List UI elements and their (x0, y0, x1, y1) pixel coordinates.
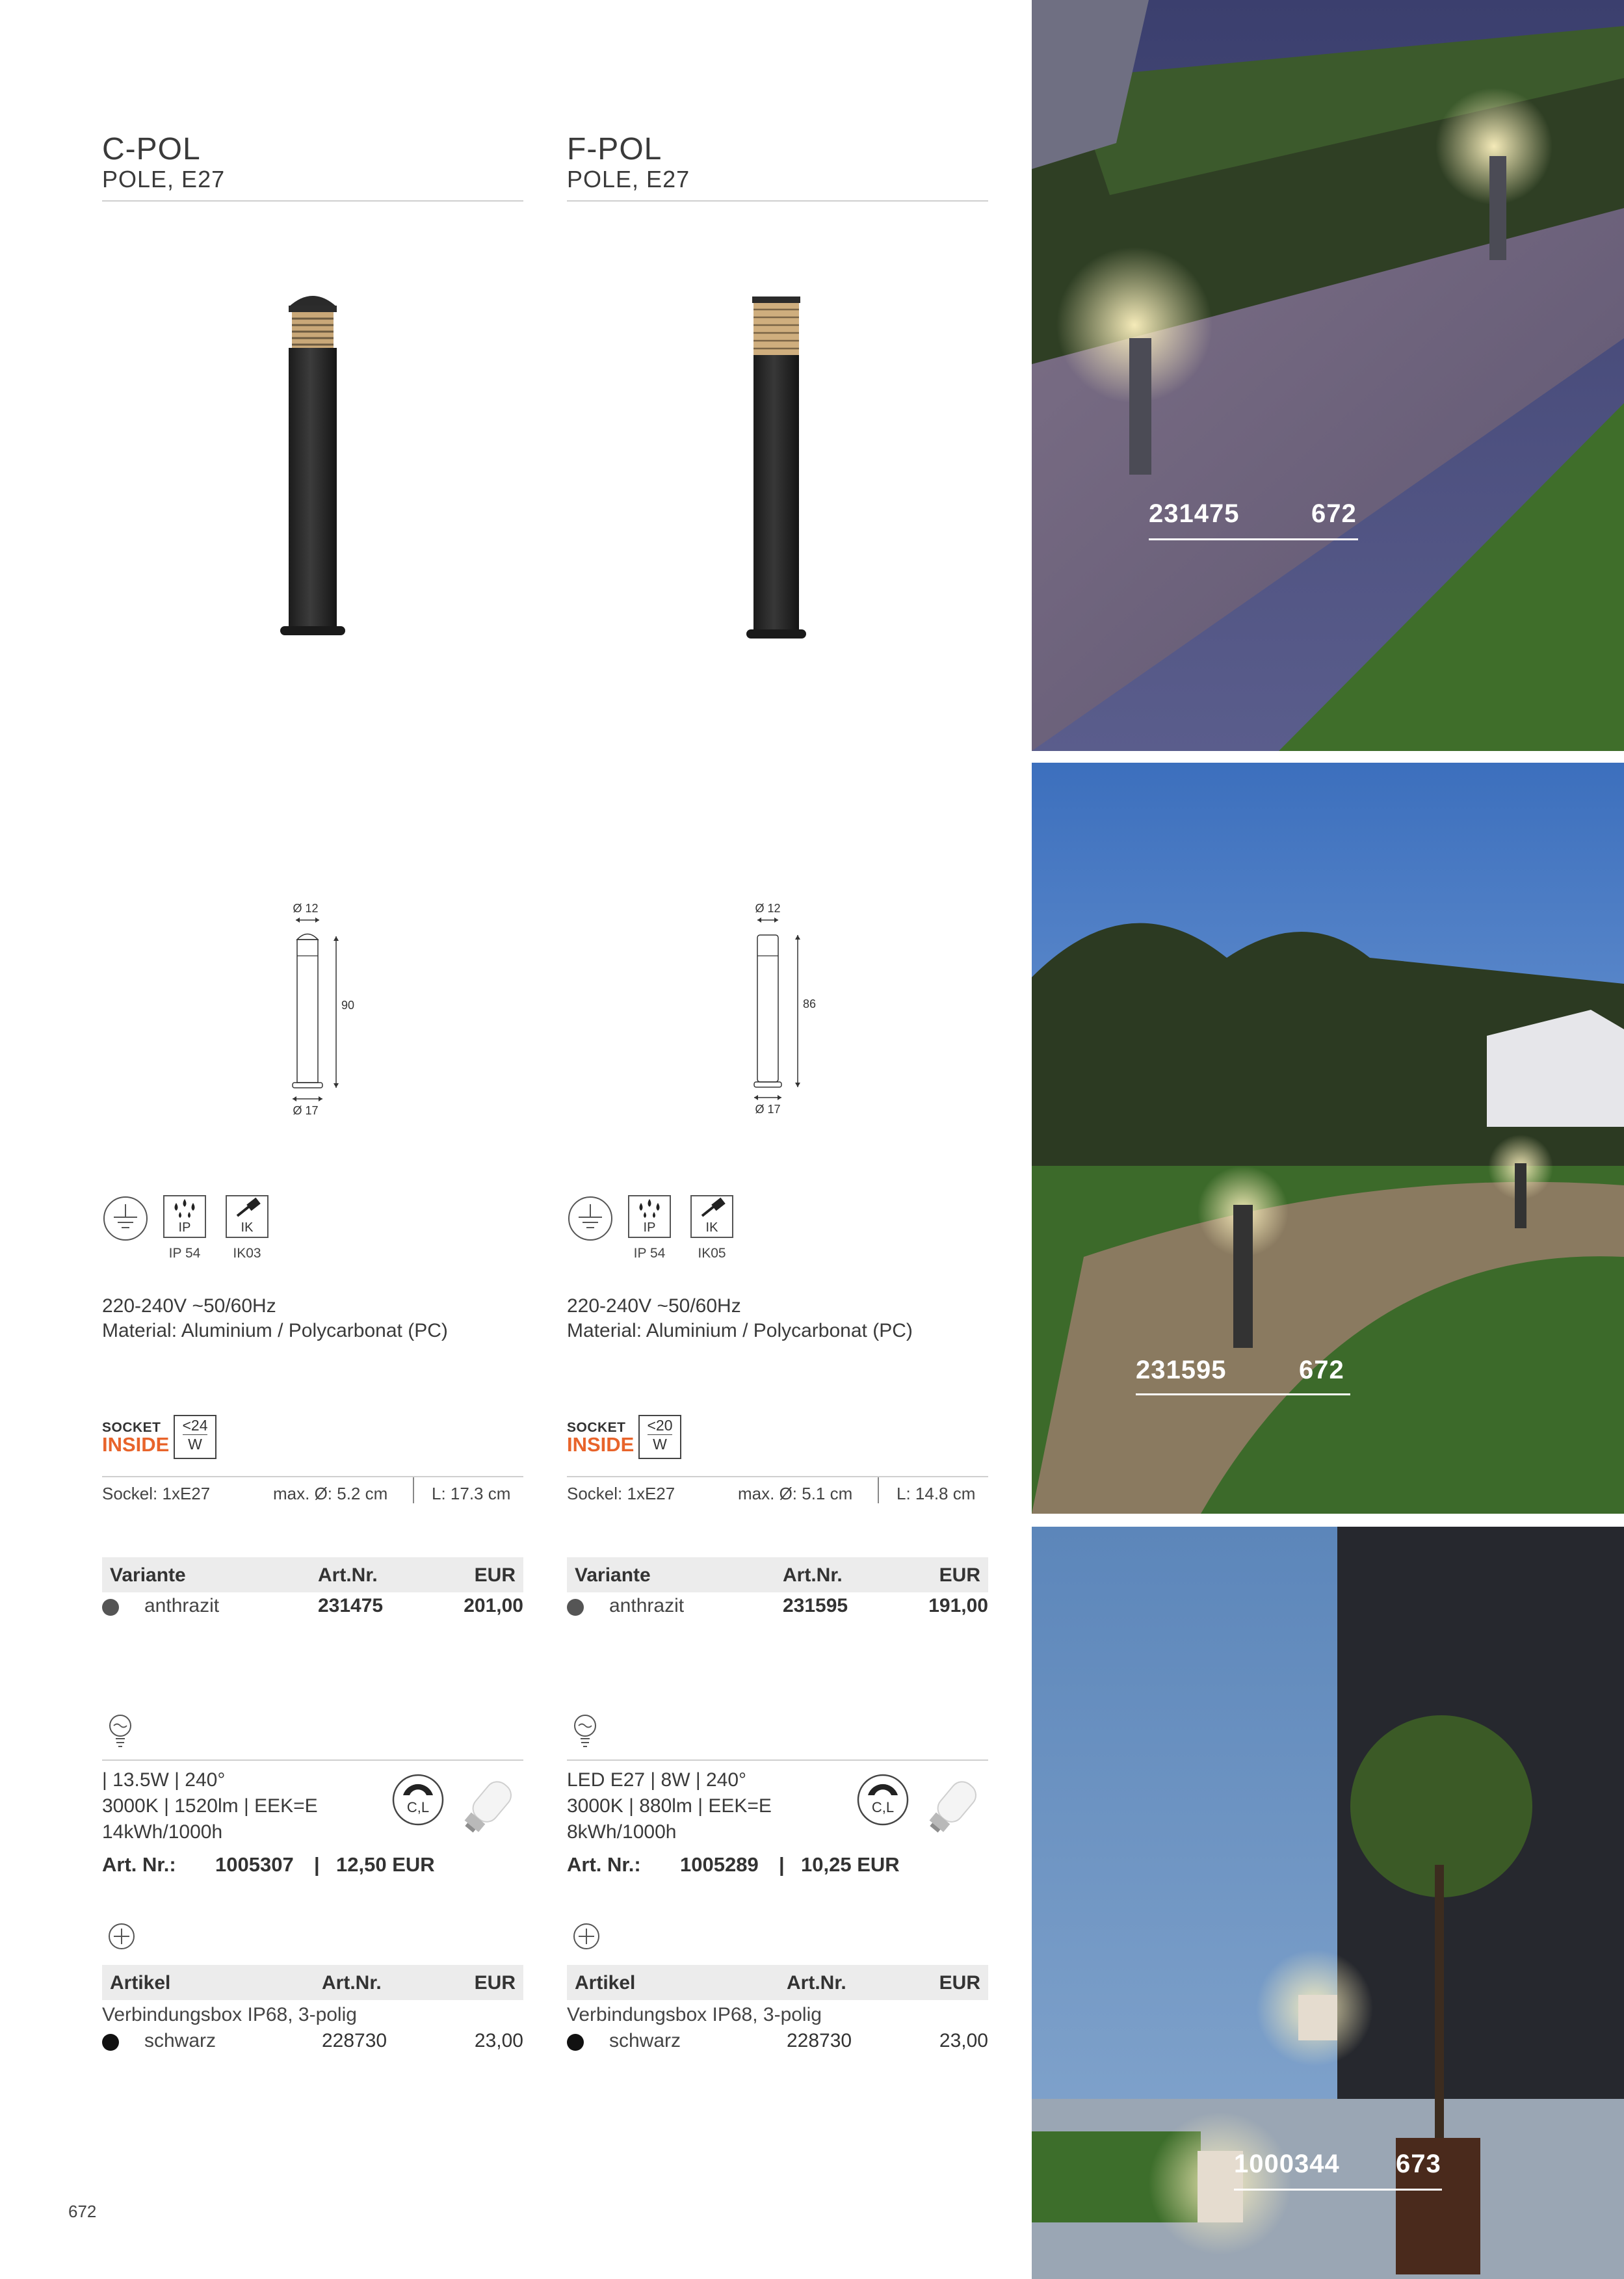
bulb-spec-line: 14kWh/1000h (102, 1821, 223, 1843)
certification-icons (102, 1195, 523, 1260)
bulb-price: 12,50 EUR (336, 1853, 435, 1876)
photo-caption-rule (1149, 538, 1358, 540)
dimension-bottom-label: Ø 17 (293, 1104, 319, 1117)
voltage-line: 220-240V ~50/60Hz (567, 1295, 741, 1317)
variant-table-header (567, 1557, 988, 1592)
photo-caption-rule (1136, 1393, 1350, 1395)
bulb-rule (567, 1759, 988, 1761)
header-eur: EUR (939, 1564, 980, 1586)
bulb-art-nr: 1005289 (680, 1853, 759, 1876)
color-swatch (567, 2034, 584, 2051)
protection-class-icon (102, 1195, 149, 1242)
dimension-drawing (567, 891, 988, 1125)
hammer-icon (227, 1196, 267, 1222)
max-diameter: max. Ø: 5.1 cm (738, 1484, 853, 1503)
bulb-spec-line: 8kWh/1000h (567, 1821, 677, 1843)
photo-page-ref: 673 (1396, 2150, 1441, 2178)
bulb-icon (571, 1714, 599, 1749)
color-swatch (102, 1599, 119, 1616)
bulb-spec-line: 3000K | 880lm | EEK=E (567, 1795, 772, 1817)
accessory-table-header (102, 1965, 523, 2000)
art-nr-separator: | (314, 1853, 320, 1876)
product-subtitle: POLE, E27 (102, 166, 226, 192)
hammer-icon (692, 1196, 732, 1222)
accessory-row[interactable] (102, 2030, 523, 2056)
variant-row[interactable] (567, 1595, 988, 1621)
bulb-icon (106, 1714, 135, 1749)
svg-text:C,L: C,L (871, 1799, 895, 1815)
variant-row[interactable] (102, 1595, 523, 1621)
lamp-length: L: 14.8 cm (897, 1484, 976, 1503)
socket-separator (413, 1477, 414, 1503)
header-variante: Variante (575, 1564, 651, 1586)
socket-inside-badge: SOCKET INSIDE <20 W (567, 1415, 710, 1460)
voltage-line: 220-240V ~50/60Hz (102, 1295, 276, 1317)
header-eur: EUR (939, 1972, 980, 1994)
water-drops-icon (629, 1196, 670, 1222)
header-eur: EUR (474, 1564, 516, 1586)
title-divider (567, 200, 988, 202)
accessory-table-header (567, 1965, 988, 2000)
header-artikel: Artikel (575, 1972, 636, 1994)
max-wattage-box: <20 W (638, 1415, 681, 1459)
dimension-height-label: 86 (803, 997, 817, 1010)
plus-icon (572, 1922, 601, 1951)
max-wattage-box: <24 W (174, 1415, 216, 1459)
accessory-color: schwarz (609, 2030, 681, 2051)
dimmable-icon (856, 1773, 910, 1826)
dimension-drawing (102, 891, 523, 1125)
ip-icon: IP (163, 1195, 206, 1238)
photo-page-ref: 672 (1299, 1356, 1344, 1384)
product-image-c-pol (102, 273, 523, 767)
photo-art-nr: 1000344 (1234, 2150, 1340, 2178)
photo-garden-path (1032, 0, 1624, 751)
photo-art-nr: 231595 (1136, 1356, 1227, 1384)
sockel-type: Sockel: 1xE27 (567, 1484, 675, 1503)
color-swatch (102, 2034, 119, 2051)
material-line: Material: Aluminium / Polycarbonat (PC) (102, 1320, 448, 1341)
lamp-length: L: 17.3 cm (432, 1484, 511, 1503)
ik-icon: IK (226, 1195, 268, 1238)
bulb-rule (102, 1759, 523, 1761)
art-nr-label: Art. Nr.: (567, 1853, 641, 1876)
water-drops-icon (164, 1196, 205, 1222)
product-title: F-POL (567, 132, 662, 166)
accessory-row[interactable] (567, 2030, 988, 2056)
variant-price: 191,00 (928, 1595, 988, 1616)
product-column-f-pol (567, 0, 988, 2279)
variant-name: anthrazit (609, 1595, 685, 1616)
bulb-spec-line: 3000K | 1520lm | EEK=E (102, 1795, 318, 1817)
garden-dusk-image (1032, 763, 1624, 1514)
accessory-name: Verbindungsbox IP68, 3-polig (567, 2004, 822, 2025)
product-column-c-pol (102, 0, 523, 2279)
photo-art-nr: 231475 (1149, 499, 1240, 528)
header-eur: EUR (474, 1972, 516, 1994)
header-artikel: Artikel (110, 1972, 171, 1994)
variant-price: 201,00 (464, 1595, 523, 1616)
ip-rating: IP 54 (633, 1246, 666, 1261)
electrical-specs (567, 1294, 913, 1343)
bulb-spec-line: LED E27 | 8W | 240° (567, 1769, 747, 1791)
photo-page-ref: 672 (1311, 499, 1357, 528)
title-divider (102, 200, 523, 202)
ik-rating: IK05 (698, 1246, 726, 1261)
product-title: C-POL (102, 132, 201, 166)
bulb-art-nr: 1005307 (215, 1853, 294, 1876)
material-line: Material: Aluminium / Polycarbonat (PC) (567, 1320, 913, 1341)
bulb-spec-line: | 13.5W | 240° (102, 1769, 226, 1791)
plus-icon (107, 1922, 136, 1951)
ip-rating: IP 54 (168, 1246, 201, 1261)
max-diameter: max. Ø: 5.2 cm (273, 1484, 388, 1503)
socket-info-row (567, 1484, 988, 1507)
accessory-name: Verbindungsbox IP68, 3-polig (102, 2004, 357, 2025)
accessory-color: schwarz (144, 2030, 216, 2051)
dimmable-icon (391, 1773, 445, 1826)
electrical-specs (102, 1294, 448, 1343)
accessory-art-nr: 228730 (322, 2030, 387, 2051)
socket-rule (567, 1476, 988, 1477)
photo-caption-rule (1234, 2189, 1442, 2191)
garden-path-image (1032, 0, 1624, 751)
socket-info-row (102, 1484, 523, 1507)
art-nr-label: Art. Nr.: (102, 1853, 176, 1876)
bulb-product-image (918, 1774, 988, 1839)
certification-icons (567, 1195, 988, 1260)
dimension-bottom-label: Ø 17 (755, 1103, 781, 1116)
ik-rating: IK03 (233, 1246, 261, 1261)
header-art-nr: Art.Nr. (783, 1564, 843, 1586)
bulb-specs (102, 1767, 318, 1845)
bulb-price: 10,25 EUR (801, 1853, 900, 1876)
dimension-height-label: 90 (341, 999, 355, 1012)
socket-rule (102, 1476, 523, 1477)
product-subtitle: POLE, E27 (567, 166, 690, 192)
art-nr-separator: | (779, 1853, 785, 1876)
bulb-product-image (453, 1774, 523, 1839)
photo-entrance (1032, 1527, 1624, 2279)
accessory-price: 23,00 (474, 2030, 523, 2051)
svg-text:C,L: C,L (406, 1799, 430, 1815)
variant-name: anthrazit (144, 1595, 220, 1616)
variant-table-header (102, 1557, 523, 1592)
photo-garden-dusk (1032, 763, 1624, 1514)
ik-icon: IK (690, 1195, 733, 1238)
protection-class-icon (567, 1195, 614, 1242)
accessory-price: 23,00 (939, 2030, 988, 2051)
bulb-specs (567, 1767, 772, 1845)
dimension-top-label: Ø 12 (755, 902, 781, 915)
dimension-top-label: Ø 12 (293, 902, 319, 915)
socket-separator (878, 1477, 879, 1503)
header-art-nr: Art.Nr. (322, 1972, 382, 1994)
sockel-type: Sockel: 1xE27 (102, 1484, 211, 1503)
ip-icon: IP (628, 1195, 671, 1238)
page-number: 672 (68, 2202, 97, 2221)
product-image-f-pol (567, 273, 988, 767)
color-swatch (567, 1599, 584, 1616)
variant-art-nr: 231475 (318, 1595, 384, 1616)
variant-art-nr: 231595 (783, 1595, 848, 1616)
accessory-art-nr: 228730 (787, 2030, 852, 2051)
socket-inside-badge: SOCKET INSIDE <24 W (102, 1415, 245, 1460)
header-art-nr: Art.Nr. (318, 1564, 378, 1586)
header-variante: Variante (110, 1564, 186, 1586)
header-art-nr: Art.Nr. (787, 1972, 846, 1994)
